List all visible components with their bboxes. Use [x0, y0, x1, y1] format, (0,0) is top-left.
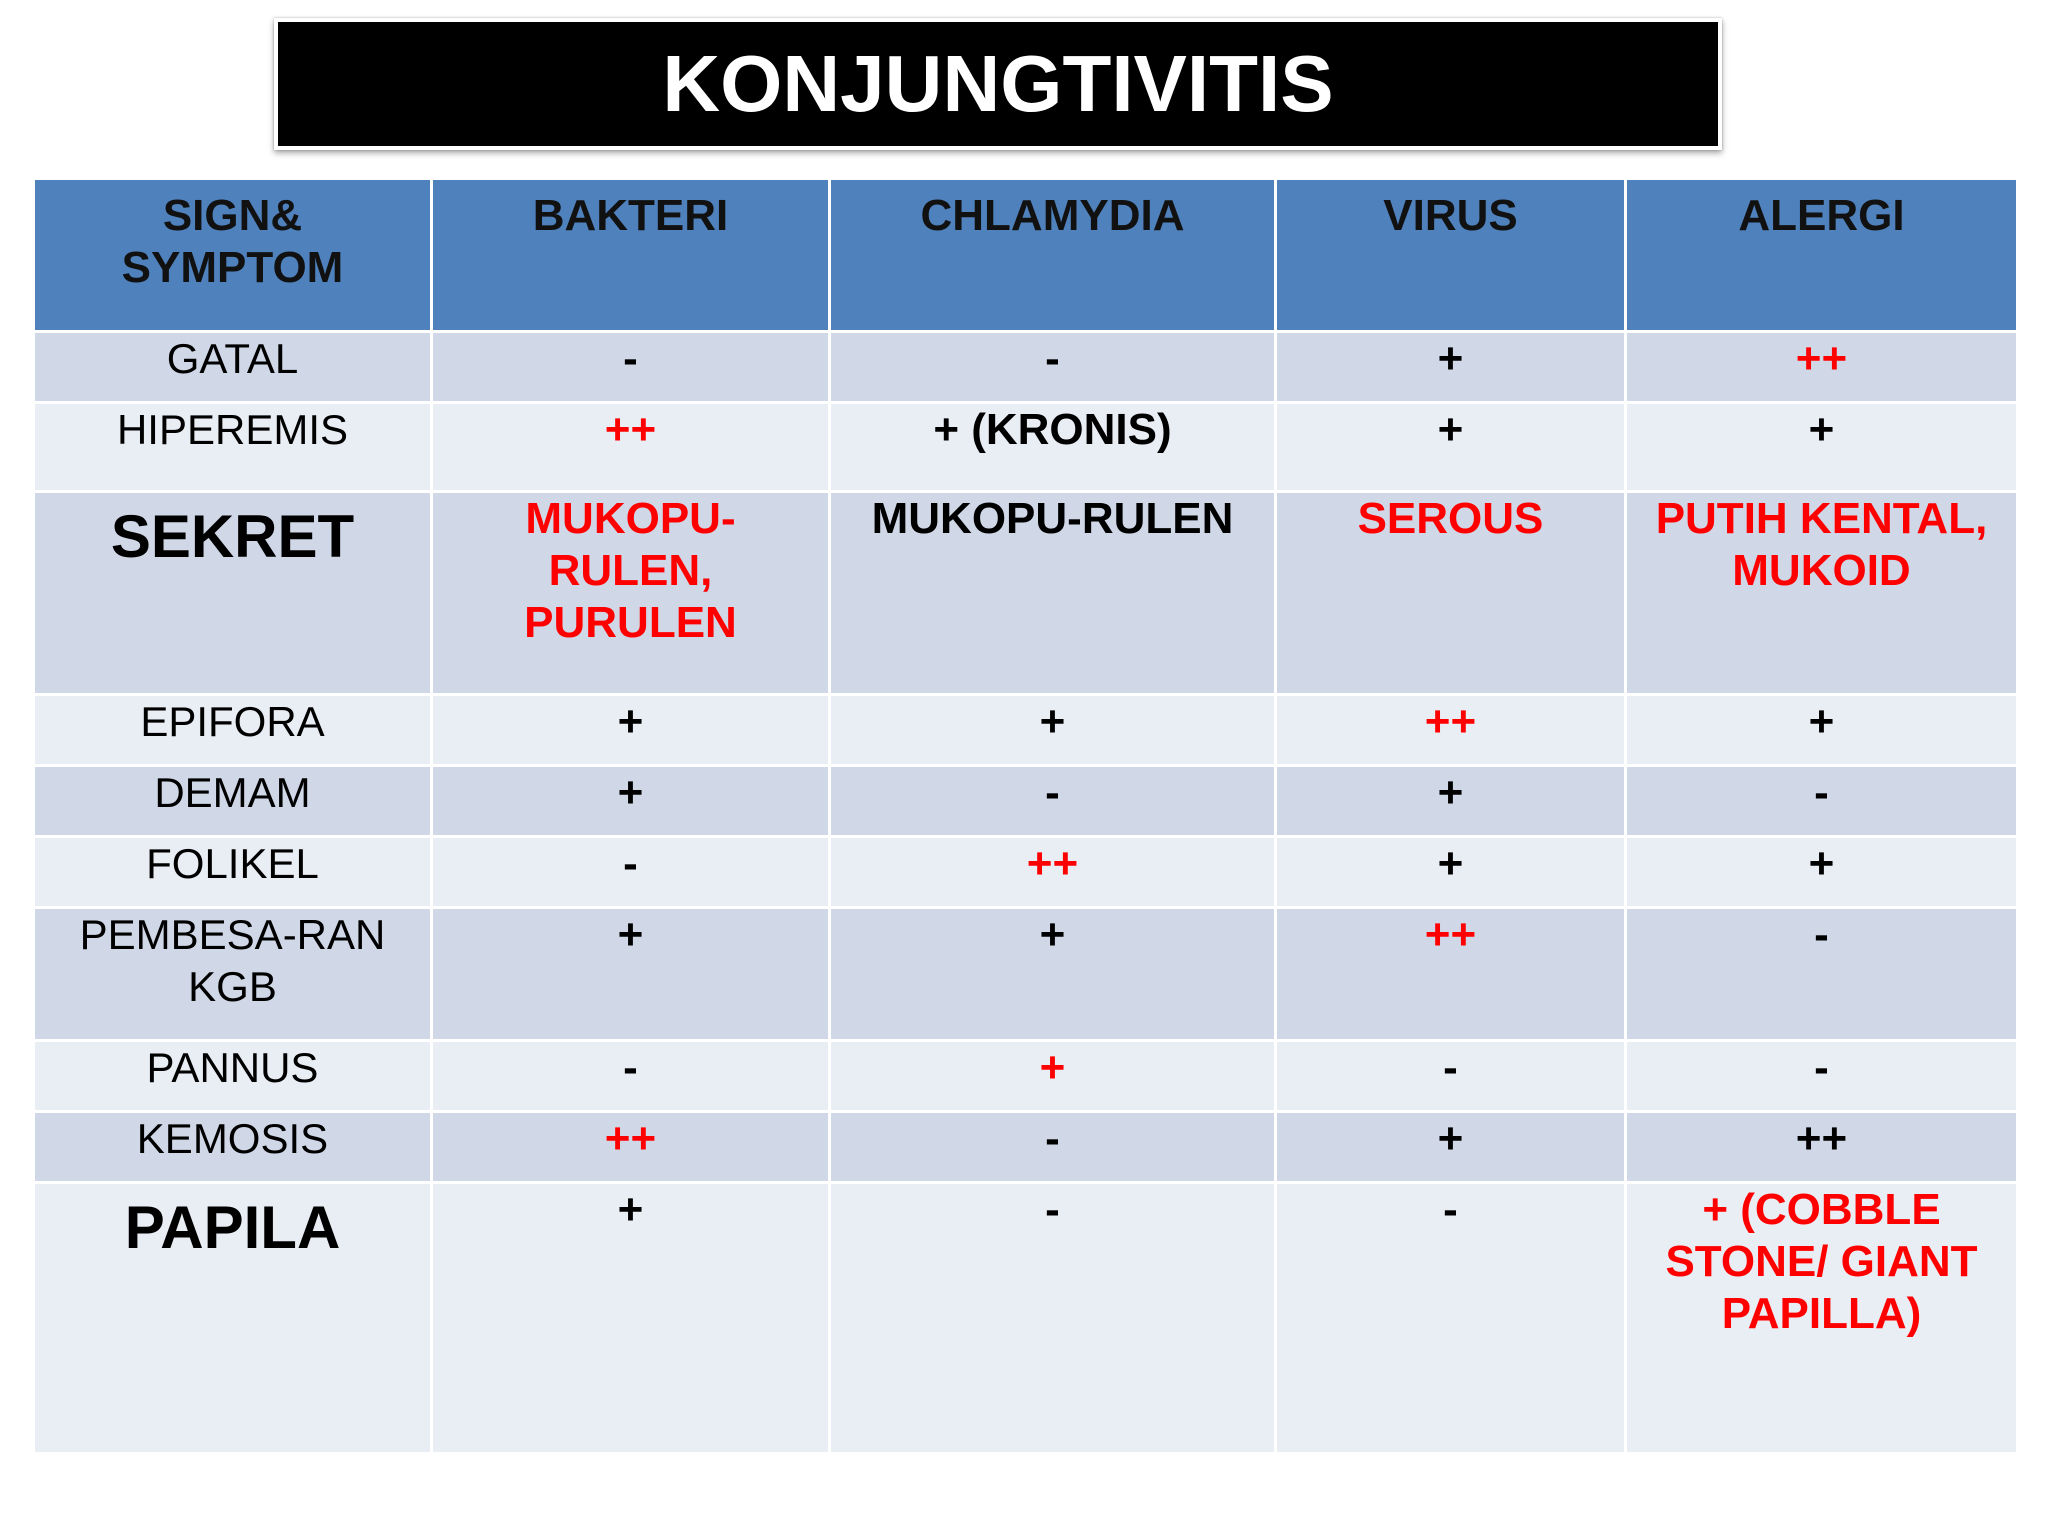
cell-pembesaran-virus: ++ [1276, 908, 1626, 1041]
cell-gatal-alergi: ++ [1626, 332, 2018, 403]
cell-epifora-virus: ++ [1276, 695, 1626, 766]
cell-demam-virus: + [1276, 766, 1626, 837]
cell-sekret-chlamydia: MUKOPU-RULEN [830, 492, 1276, 695]
row-label-sekret: SEKRET [34, 492, 432, 695]
header-chlamydia: CHLAMYDIA [830, 179, 1276, 332]
cell-pembesaran-bakteri: + [432, 908, 830, 1041]
cell-pembesaran-alergi: - [1626, 908, 2018, 1041]
cell-papila-alergi: + (COBBLE STONE/ GIANT PAPILLA) [1626, 1183, 2018, 1454]
cell-gatal-virus: + [1276, 332, 1626, 403]
header-sign-symptom: SIGN& SYMPTOM [34, 179, 432, 332]
cell-gatal-chlamydia: - [830, 332, 1276, 403]
cell-pannus-virus: - [1276, 1041, 1626, 1112]
table-row [34, 1112, 2018, 1183]
cell-gatal-bakteri: - [432, 332, 830, 403]
row-label-hiperemis: HIPEREMIS [34, 403, 432, 492]
cell-hiperemis-alergi: + [1626, 403, 2018, 492]
table-header-row [34, 179, 2018, 332]
cell-pannus-bakteri: - [432, 1041, 830, 1112]
cell-demam-bakteri: + [432, 766, 830, 837]
row-label-kemosis: KEMOSIS [34, 1112, 432, 1183]
cell-kemosis-bakteri: ++ [432, 1112, 830, 1183]
table-row [34, 332, 2018, 403]
cell-folikel-virus: + [1276, 837, 1626, 908]
cell-folikel-chlamydia: ++ [830, 837, 1276, 908]
cell-epifora-bakteri: + [432, 695, 830, 766]
row-label-gatal: GATAL [34, 332, 432, 403]
header-bakteri: BAKTERI [432, 179, 830, 332]
cell-pannus-chlamydia: + [830, 1041, 1276, 1112]
row-label-pembesaran-kgb: PEMBESA-RAN KGB [34, 908, 432, 1041]
cell-kemosis-virus: + [1276, 1112, 1626, 1183]
cell-demam-chlamydia: - [830, 766, 1276, 837]
cell-hiperemis-virus: + [1276, 403, 1626, 492]
row-label-pannus: PANNUS [34, 1041, 432, 1112]
cell-demam-alergi: - [1626, 766, 2018, 837]
cell-pembesaran-chlamydia: + [830, 908, 1276, 1041]
table-row [34, 492, 2018, 695]
page-title: KONJUNGTIVITIS [662, 39, 1334, 128]
cell-folikel-bakteri: - [432, 837, 830, 908]
cell-papila-virus: - [1276, 1183, 1626, 1454]
table-row [34, 837, 2018, 908]
table-row [34, 1041, 2018, 1112]
title-banner [274, 18, 1722, 150]
cell-sekret-alergi: PUTIH KENTAL, MUKOID [1626, 492, 2018, 695]
cell-pannus-alergi: - [1626, 1041, 2018, 1112]
row-label-folikel: FOLIKEL [34, 837, 432, 908]
table-row [34, 908, 2018, 1041]
table-row [34, 403, 2018, 492]
table-row [34, 766, 2018, 837]
cell-hiperemis-bakteri: ++ [432, 403, 830, 492]
header-alergi: ALERGI [1626, 179, 2018, 332]
cell-papila-bakteri: + [432, 1183, 830, 1454]
cell-kemosis-alergi: ++ [1626, 1112, 2018, 1183]
cell-epifora-chlamydia: + [830, 695, 1276, 766]
cell-kemosis-chlamydia: - [830, 1112, 1276, 1183]
row-label-epifora: EPIFORA [34, 695, 432, 766]
table-row [34, 695, 2018, 766]
table-row [34, 1183, 2018, 1454]
cell-sekret-virus: SEROUS [1276, 492, 1626, 695]
cell-epifora-alergi: + [1626, 695, 2018, 766]
cell-folikel-alergi: + [1626, 837, 2018, 908]
cell-hiperemis-chlamydia: + (KRONIS) [830, 403, 1276, 492]
cell-papila-chlamydia: - [830, 1183, 1276, 1454]
row-label-demam: DEMAM [34, 766, 432, 837]
header-virus: VIRUS [1276, 179, 1626, 332]
cell-sekret-bakteri: MUKOPU-RULEN, PURULEN [432, 492, 830, 695]
row-label-papila: PAPILA [34, 1183, 432, 1454]
comparison-table [32, 177, 2019, 1455]
